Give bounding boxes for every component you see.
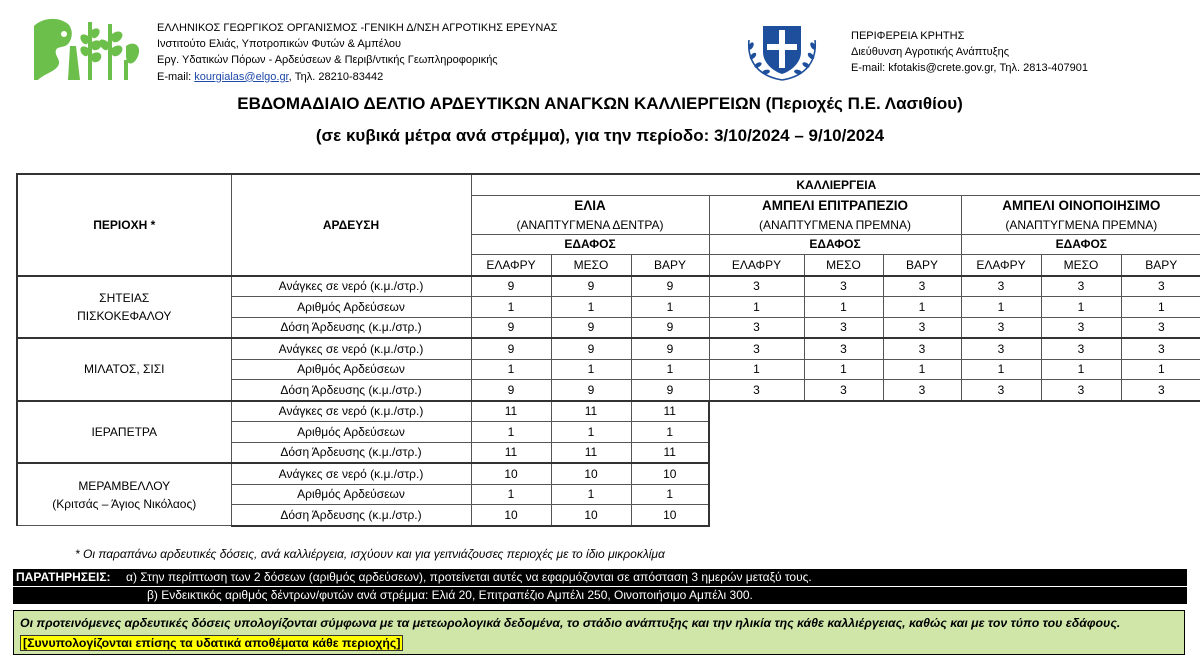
- value-cell: 1: [471, 359, 551, 380]
- value-cell: 3: [961, 276, 1041, 297]
- value-cell: 3: [1041, 380, 1121, 401]
- table-row: [17, 338, 1200, 359]
- value-cell: 3: [804, 317, 883, 338]
- value-cell: 1: [551, 297, 631, 318]
- region-name: ΜΕΡΑΜΒΕΛΛΟΥ: [78, 478, 171, 493]
- crop-stage: (ΑΝΑΠΤΥΓΜΕΝΑ ΠΡΕΜΝΑ): [1005, 217, 1158, 232]
- irrigation-label: Δόση Άρδευσης (κ.μ./στρ.): [231, 505, 471, 526]
- observations-heading: ΠΑΡΑΤΗΡΗΣΕΙΣ:: [16, 570, 111, 584]
- elgo-logo: [28, 16, 146, 86]
- empty-cell: [1121, 442, 1200, 463]
- irrigation-table: [16, 173, 1200, 527]
- empty-cell: [1121, 422, 1200, 443]
- value-cell: 10: [471, 463, 551, 484]
- value-cell: 3: [804, 380, 883, 401]
- water-reserves-highlight: [Συνυπολογίζονται επίσης τα υδατικά αποθέματα κάθε περιοχής]: [20, 635, 403, 651]
- value-cell: 9: [471, 338, 551, 359]
- value-cell: 3: [709, 317, 804, 338]
- soil-type-header: ΕΛΑΦΡΥ: [961, 255, 1041, 276]
- region-name-cell: [17, 463, 231, 526]
- contact-line: [157, 69, 557, 85]
- empty-cell: [883, 401, 961, 422]
- empty-cell: [883, 442, 961, 463]
- soil-type-header: ΒΑΡΥ: [1121, 255, 1200, 276]
- empty-cell: [804, 442, 883, 463]
- value-cell: 3: [961, 317, 1041, 338]
- crop-stage: (ΑΝΑΠΤΥΓΜΕΝΑ ΔΕΝΤΡΑ): [516, 217, 664, 232]
- value-cell: 3: [804, 338, 883, 359]
- institute-name: Ινστιτούτο Ελιάς, Υποτροπικών Φυτών & Αμπέλου: [157, 38, 402, 51]
- value-cell: 1: [1041, 297, 1121, 318]
- value-cell: 1: [1121, 359, 1200, 380]
- bulletin-period: (σε κυβικά μέτρα ανά στρέμμα), για την περίοδο: 3/10/2024 – 9/10/2024: [315, 126, 885, 145]
- value-cell: 11: [551, 442, 631, 463]
- value-cell: 9: [551, 380, 631, 401]
- email-link[interactable]: kourgialas@elgo.gr: [194, 70, 289, 83]
- value-cell: 1: [631, 484, 709, 505]
- irrigation-label: Αριθμός Αρδεύσεων: [231, 359, 471, 380]
- value-cell: 9: [471, 380, 551, 401]
- soil-type-header: ΜΕΣΟ: [804, 255, 883, 276]
- header-right-block: [851, 28, 1088, 77]
- empty-cell: [709, 505, 804, 526]
- value-cell: 3: [883, 338, 961, 359]
- irrigation-label: Δόση Άρδευσης (κ.μ./στρ.): [231, 380, 471, 401]
- value-cell: 1: [551, 484, 631, 505]
- irrigation-label: Ανάγκες σε νερό (κ.μ./στρ.): [231, 463, 471, 484]
- empty-cell: [1041, 505, 1121, 526]
- empty-cell: [804, 505, 883, 526]
- soil-type-header: ΜΕΣΟ: [551, 255, 631, 276]
- empty-cell: [1041, 422, 1121, 443]
- value-cell: 10: [551, 463, 631, 484]
- irrigation-label: Δόση Άρδευσης (κ.μ./στρ.): [231, 317, 471, 338]
- irrigation-label: Δόση Άρδευσης (κ.μ./στρ.): [231, 442, 471, 463]
- crop-stage: (ΑΝΑΠΤΥΓΜΕΝΑ ΠΡΕΜΝΑ): [759, 217, 911, 232]
- empty-cell: [804, 484, 883, 505]
- value-cell: 1: [551, 359, 631, 380]
- table-row: [17, 276, 1200, 297]
- empty-cell: [1041, 484, 1121, 505]
- value-cell: 10: [631, 505, 709, 526]
- value-cell: 1: [709, 297, 804, 318]
- empty-cell: [961, 442, 1041, 463]
- value-cell: 1: [1041, 359, 1121, 380]
- value-cell: 3: [709, 276, 804, 297]
- value-cell: 9: [551, 317, 631, 338]
- region-subname: ΠΙΣΚΟΚΕΦΑΛΟΥ: [77, 308, 172, 323]
- value-cell: 3: [883, 276, 961, 297]
- value-cell: 1: [551, 422, 631, 443]
- region-subname: (Κριτσάς – Άγιος Νικόλαος): [52, 496, 197, 511]
- empty-cell: [961, 505, 1041, 526]
- empty-cell: [961, 463, 1041, 484]
- empty-cell: [804, 422, 883, 443]
- value-cell: 10: [551, 505, 631, 526]
- region-name: ΜΙΛΑΤΟΣ, ΣΙΣΙ: [84, 362, 165, 377]
- empty-cell: [1041, 442, 1121, 463]
- value-cell: 1: [961, 359, 1041, 380]
- table-row: [17, 463, 1200, 484]
- value-cell: 11: [631, 442, 709, 463]
- empty-cell: [883, 463, 961, 484]
- empty-cell: [883, 484, 961, 505]
- empty-cell: [1121, 484, 1200, 505]
- crop-name-header: [709, 195, 961, 234]
- footnote: * Οι παραπάνω αρδευτικές δόσεις, ανά καλλιέργεια, ισχύουν και για γειτνιάζουσες περιοχές με το ίδιο μικροκλίμα: [75, 547, 665, 561]
- org-name: ΕΛΛΗΝΙΚΟΣ ΓΕΩΡΓΙΚΟΣ ΟΡΓΑΝΙΣΜΟΣ -ΓΕΝΙΚΗ Δ/ΝΣΗ ΑΓΡΟΤΙΚΗΣ ΕΡΕΥΝΑΣ: [157, 22, 558, 34]
- value-cell: 9: [551, 338, 631, 359]
- irrigation-label: Ανάγκες σε νερό (κ.μ./στρ.): [231, 338, 471, 359]
- lab-name: Εργ. Υδατικών Πόρων - Αρδεύσεων & Περιβ/ντικής Γεωπληροφορικής: [157, 54, 498, 67]
- region-name-cell: [17, 401, 231, 464]
- empty-cell: [709, 422, 804, 443]
- phone-text: , Τηλ. 28210-83442: [288, 70, 384, 83]
- value-cell: 9: [631, 338, 709, 359]
- value-cell: 3: [1121, 380, 1200, 401]
- value-cell: 9: [631, 276, 709, 297]
- empty-cell: [709, 442, 804, 463]
- region-name-cell: [17, 276, 231, 339]
- empty-cell: [709, 463, 804, 484]
- value-cell: 1: [883, 359, 961, 380]
- soil-header: ΕΔΑΦΟΣ: [471, 234, 709, 255]
- empty-cell: [1121, 401, 1200, 422]
- region-contact: E-mail: kfotakis@crete.gov.gr, Τηλ. 2813-407901: [851, 62, 1088, 75]
- value-cell: 1: [471, 297, 551, 318]
- empty-cell: [1041, 401, 1121, 422]
- value-cell: 3: [1041, 338, 1121, 359]
- email-label: E-mail:: [157, 70, 195, 83]
- table-row: [17, 401, 1200, 422]
- value-cell: 1: [631, 422, 709, 443]
- value-cell: 1: [804, 359, 883, 380]
- empty-cell: [961, 401, 1041, 422]
- empty-cell: [709, 401, 804, 422]
- value-cell: 1: [471, 484, 551, 505]
- empty-cell: [883, 505, 961, 526]
- soil-header: ΕΔΑΦΟΣ: [961, 234, 1200, 255]
- value-cell: 3: [1121, 338, 1200, 359]
- crop-name: ΕΛΙΑ: [574, 197, 606, 213]
- value-cell: 1: [883, 297, 961, 318]
- col-region-header: ΠΕΡΙΟΧΗ *: [17, 174, 231, 276]
- soil-type-header: ΒΑΡΥ: [631, 255, 709, 276]
- value-cell: 3: [961, 338, 1041, 359]
- value-cell: 3: [1121, 276, 1200, 297]
- value-cell: 9: [631, 317, 709, 338]
- value-cell: 1: [471, 422, 551, 443]
- value-cell: 9: [551, 276, 631, 297]
- value-cell: 3: [883, 317, 961, 338]
- empty-cell: [961, 422, 1041, 443]
- value-cell: 11: [551, 401, 631, 422]
- value-cell: 3: [709, 380, 804, 401]
- soil-type-header: ΕΛΑΦΡΥ: [709, 255, 804, 276]
- region-name: ΙΕΡΑΠΕΤΡΑ: [91, 424, 158, 439]
- value-cell: 10: [471, 505, 551, 526]
- soil-header: ΕΔΑΦΟΣ: [709, 234, 961, 255]
- empty-cell: [961, 484, 1041, 505]
- value-cell: 3: [1041, 276, 1121, 297]
- value-cell: 11: [471, 442, 551, 463]
- value-cell: 9: [471, 317, 551, 338]
- empty-cell: [1121, 463, 1200, 484]
- value-cell: 1: [631, 359, 709, 380]
- value-cell: 11: [631, 401, 709, 422]
- header-row-crop: [17, 174, 1200, 195]
- value-cell: 3: [1121, 317, 1200, 338]
- region-name: ΠΕΡΙΦΕΡΕΙΑ ΚΡΗΤΗΣ: [851, 30, 965, 42]
- value-cell: 3: [883, 380, 961, 401]
- header-left-block: [157, 20, 557, 85]
- bulletin-title: ΕΒΔΟΜΑΔΙΑΙΟ ΔΕΛΤΙΟ ΑΡΔΕΥΤΙΚΩΝ ΑΝΑΓΚΩΝ ΚΑΛΛΙΕΡΓΕΙΩΝ (Περιοχές Π.Ε. Λασιθίου): [237, 94, 963, 113]
- empty-cell: [883, 422, 961, 443]
- methodology-note-text: Οι προτεινόμενες αρδευτικές δόσεις υπολογίζονται σύμφωνα με τα μετεωρολογικά δεδομένα, το στάδιο ανάπτυξης και την ηλικία της κάθε καλλιέργειας, καθώς και με τον τύπο του εδάφους.: [20, 616, 1121, 630]
- value-cell: 1: [961, 297, 1041, 318]
- value-cell: 3: [1041, 317, 1121, 338]
- greek-republic-seal: [737, 16, 827, 86]
- empty-cell: [1121, 505, 1200, 526]
- crop-name-header: [471, 195, 709, 234]
- empty-cell: [1041, 463, 1121, 484]
- irrigation-label: Ανάγκες σε νερό (κ.μ./στρ.): [231, 401, 471, 422]
- empty-cell: [709, 484, 804, 505]
- value-cell: 1: [709, 359, 804, 380]
- soil-type-header: ΒΑΡΥ: [883, 255, 961, 276]
- empty-cell: [804, 463, 883, 484]
- crop-name: ΑΜΠΕΛΙ ΟΙΝΟΠΟΙΗΣΙΜΟ: [1002, 197, 1161, 213]
- crop-group-header: ΚΑΛΛΙΕΡΓΕΙΑ: [471, 174, 1200, 195]
- value-cell: 3: [709, 338, 804, 359]
- observation-b: β) Ενδεικτικός αριθμός δέντρων/φυτών ανά στρέμμα: Ελιά 20, Επιτραπέζιο Αμπέλι 250, Οινοποιήσιμο Αμπέλι 300.: [147, 588, 753, 602]
- directorate-name: Διεύθυνση Αγροτικής Ανάπτυξης: [851, 46, 1010, 59]
- value-cell: 11: [471, 401, 551, 422]
- value-cell: 3: [961, 380, 1041, 401]
- region-name-cell: [17, 338, 231, 401]
- region-name: ΣΗΤΕΙΑΣ: [99, 290, 150, 305]
- observations-bar-b: [13, 587, 1187, 604]
- col-irrigation-header: ΑΡΔΕΥΣΗ: [231, 174, 471, 276]
- value-cell: 10: [631, 463, 709, 484]
- value-cell: 1: [1121, 297, 1200, 318]
- value-cell: 1: [631, 297, 709, 318]
- methodology-note: [13, 610, 1185, 655]
- empty-cell: [804, 401, 883, 422]
- observations-bar-a: [13, 569, 1187, 586]
- value-cell: 9: [471, 276, 551, 297]
- value-cell: 9: [631, 380, 709, 401]
- crop-name-header: [961, 195, 1200, 234]
- soil-type-header: ΕΛΑΦΡΥ: [471, 255, 551, 276]
- value-cell: 3: [804, 276, 883, 297]
- soil-type-header: ΜΕΣΟ: [1041, 255, 1121, 276]
- irrigation-label: Ανάγκες σε νερό (κ.μ./στρ.): [231, 276, 471, 297]
- value-cell: 1: [804, 297, 883, 318]
- irrigation-label: Αριθμός Αρδεύσεων: [231, 297, 471, 318]
- irrigation-label: Αριθμός Αρδεύσεων: [231, 484, 471, 505]
- crop-name: ΑΜΠΕΛΙ ΕΠΙΤΡΑΠΕΖΙΟ: [761, 197, 908, 213]
- irrigation-label: Αριθμός Αρδεύσεων: [231, 422, 471, 443]
- observation-a: α) Στην περίπτωση των 2 δόσεων (αριθμός αρδεύσεων), προτείνεται αυτές να εφαρμόζονται σε απόσταση 3 ημερών μεταξύ τους.: [126, 570, 812, 584]
